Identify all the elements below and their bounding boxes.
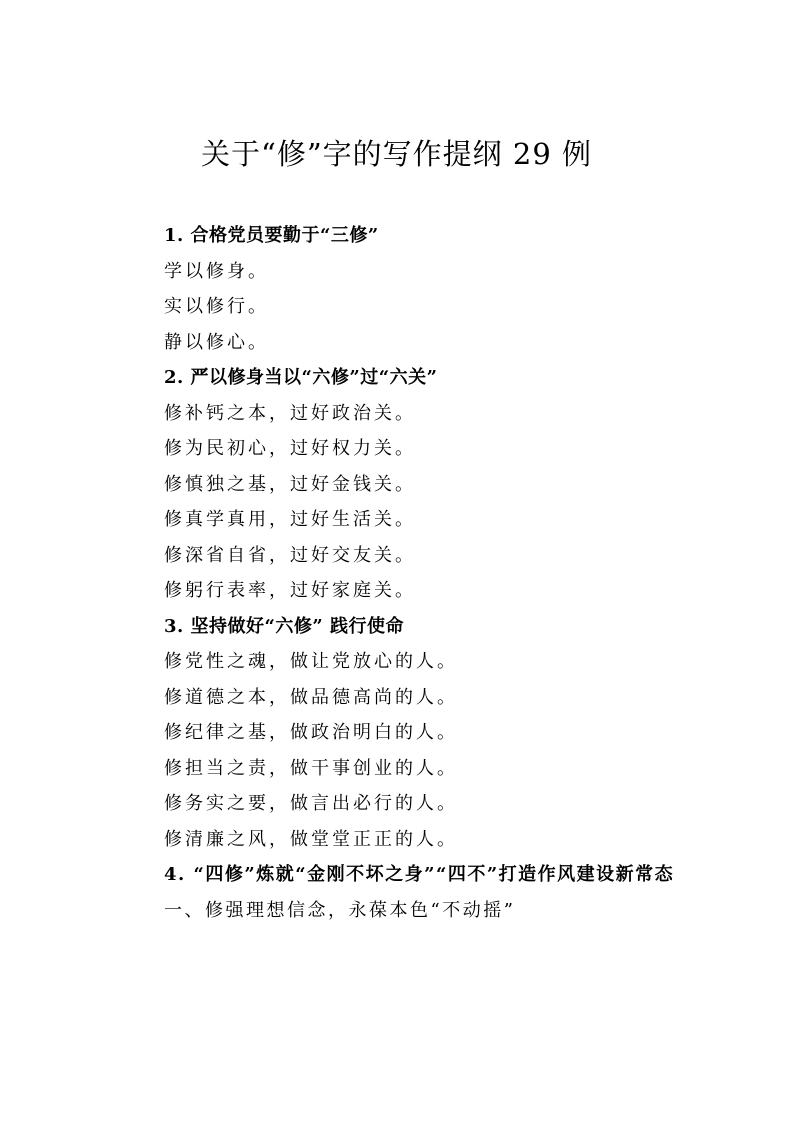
list-item: 修真学真用，过好生活关。 — [164, 509, 416, 530]
list-item: 修务实之要，做言出必行的人。 — [164, 793, 458, 814]
list-item: 修纪律之基，做政治明白的人。 — [164, 722, 458, 743]
list-item: 修清廉之风，做堂堂正正的人。 — [164, 828, 458, 850]
list-item: 修深省自省，过好交友关。 — [164, 544, 416, 566]
list-item: 修躬行表率，过好家庭关。 — [164, 580, 416, 601]
list-item: 修党性之魂，做让党放心的人。 — [164, 651, 458, 672]
section-heading: 4. “四修”炼就“金刚不坏之身”“四不”打造作风建设新常态 — [164, 864, 675, 885]
document-title: 关于“修”字的写作提纲 29 例 — [201, 137, 592, 171]
list-item: 学以修身。 — [164, 260, 269, 282]
document-body — [123, 218, 683, 928]
section-heading: 2. 严以修身当以“六修”过“六关” — [164, 367, 438, 388]
list-item: 修担当之责，做干事创业的人。 — [164, 757, 458, 779]
section-heading: 3. 坚持做好“六修” 践行使命 — [164, 615, 405, 637]
list-item: 修为民初心，过好权力关。 — [164, 438, 416, 459]
list-item: 实以修行。 — [164, 296, 269, 317]
list-item: 修慎独之基，过好金钱关。 — [164, 473, 416, 495]
list-item: 修道德之本，做品德高尚的人。 — [164, 686, 458, 708]
list-item: 一、修强理想信念，永葆本色“不动摇” — [164, 899, 516, 921]
section-heading: 1. 合格党员要勤于“三修” — [164, 225, 379, 246]
list-item: 修补钙之本，过好政治关。 — [164, 402, 416, 424]
list-item: 静以修心。 — [164, 331, 269, 353]
